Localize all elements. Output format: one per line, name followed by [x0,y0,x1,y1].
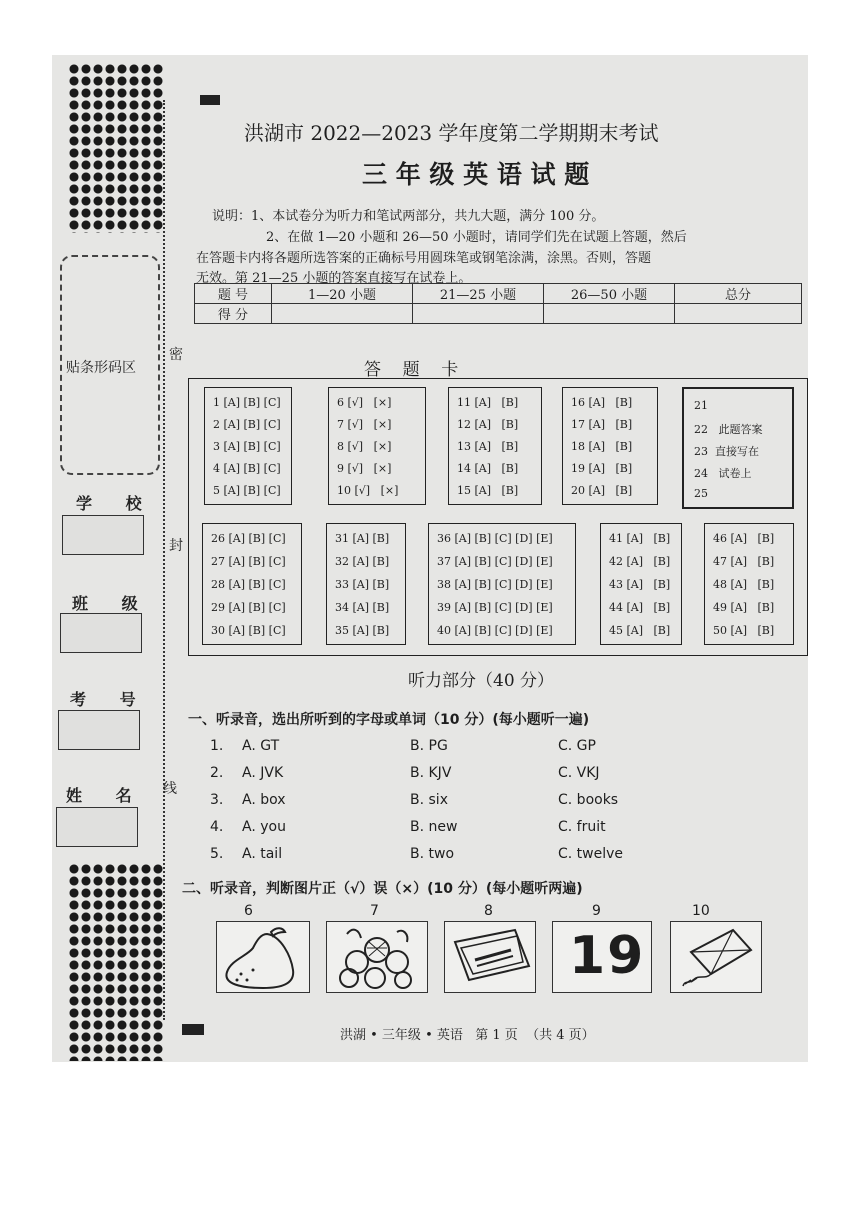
question-4 [210,819,606,835]
answer-item[interactable]: 18 [A] [B] [571,440,633,453]
score-header-cell: 题 号 [195,284,272,304]
exam-number-field[interactable] [58,710,140,750]
question-number: 4. [210,819,224,835]
registration-mark-top [200,95,220,105]
answer-item[interactable]: 45 [A] [B] [609,624,671,637]
instruction-line-2: 2、在做 1—20 小题和 26—50 小题时，请同学们先在试题上答题，然后 [266,230,687,245]
picture-number: 7 [370,903,379,919]
answer-item[interactable]: 31 [A] [B] [335,532,390,545]
answer-item[interactable]: 19 [A] [B] [571,462,633,475]
answer-item[interactable]: 7 [√] [×] [337,418,392,431]
pencil-box-icon [444,921,536,993]
answer-item: 21 [694,399,708,412]
answer-item[interactable]: 6 [√] [×] [337,396,392,409]
instruction-line-1: 说明：1、本试卷分为听力和笔试两部分，共九大题，满分 100 分。 [212,209,605,224]
option-b[interactable]: B. KJV [410,765,452,781]
question-number: 5. [210,846,224,862]
kite-icon [670,921,762,993]
answer-group-26-30 [202,523,302,645]
answer-item[interactable]: 9 [√] [×] [337,462,392,475]
score-header-cell: 1—20 小题 [272,284,413,304]
instruction-line-4: 无效。第 21—25 小题的答案直接写在试卷上。 [196,271,472,286]
answer-item[interactable]: 8 [√] [×] [337,440,392,453]
page-footer: 洪湖 • 三年级 • 英语 第 1 页 （共 4 页） [340,1028,595,1043]
answer-item[interactable]: 20 [A] [B] [571,484,633,497]
answer-item: 22 此题答案 [694,423,763,436]
dot-pattern-top [68,63,164,233]
score-header-cell: 总分 [675,284,802,304]
picture-number: 8 [484,903,493,919]
seal-char-xian: 线 [163,781,177,797]
class-field[interactable] [60,613,142,653]
answer-item[interactable]: 38 [A] [B] [C] [D] [E] [437,578,553,591]
score-cell[interactable] [272,304,413,324]
question-5 [210,846,624,862]
option-b[interactable]: B. new [410,819,458,835]
option-a[interactable]: A. you [242,819,286,835]
question-number: 3. [210,792,224,808]
answer-item[interactable]: 32 [A] [B] [335,555,390,568]
score-cell[interactable] [675,304,802,324]
exam-subtitle: 三 年 级 英 语 试 题 [362,160,590,189]
answer-item[interactable]: 30 [A] [B] [C] [211,624,286,637]
answer-item[interactable]: 43 [A] [B] [609,578,671,591]
score-header-cell: 26—50 小题 [544,284,675,304]
option-a[interactable]: A. GT [242,738,280,754]
answer-item[interactable]: 5 [A] [B] [C] [213,484,281,497]
option-a[interactable]: A. JVK [242,765,284,781]
seal-line [163,100,165,1020]
option-b[interactable]: B. six [410,792,448,808]
number-nineteen-icon [552,921,652,993]
answer-item[interactable]: 35 [A] [B] [335,624,390,637]
answer-item[interactable]: 16 [A] [B] [571,396,633,409]
answer-item[interactable]: 47 [A] [B] [713,555,775,568]
answer-group-31-35 [326,523,406,645]
answer-item[interactable]: 3 [A] [B] [C] [213,440,281,453]
class-label: 班 级 [72,594,152,613]
score-table [194,283,802,324]
option-a[interactable]: A. box [242,792,286,808]
answer-item: 25 [694,487,708,500]
answer-card-title: 答 题 卡 [364,360,459,380]
answer-item[interactable]: 26 [A] [B] [C] [211,532,286,545]
score-cell[interactable] [544,304,675,324]
answer-item[interactable]: 17 [A] [B] [571,418,633,431]
score-cell[interactable] [413,304,544,324]
answer-item[interactable]: 4 [A] [B] [C] [213,462,281,475]
answer-group-46-50 [704,523,794,645]
question-1 [210,738,596,754]
fruit-basket-icon [326,921,428,993]
answer-item[interactable]: 48 [A] [B] [713,578,775,591]
answer-item: 24 试卷上 [694,467,752,480]
option-c[interactable]: C. GP [558,738,596,754]
answer-item[interactable]: 15 [A] [B] [457,484,519,497]
answer-item[interactable]: 40 [A] [B] [C] [D] [E] [437,624,553,637]
answer-item[interactable]: 42 [A] [B] [609,555,671,568]
answer-item[interactable]: 27 [A] [B] [C] [211,555,286,568]
score-row-label: 得 分 [195,304,272,324]
answer-item[interactable]: 28 [A] [B] [C] [211,578,286,591]
option-c[interactable]: C. VKJ [558,765,600,781]
section-1-title: 一、听录音，选出所听到的字母或单词（10 分）(每小题听一遍) [188,712,590,728]
name-field[interactable] [56,807,138,847]
answer-item[interactable]: 36 [A] [B] [C] [D] [E] [437,532,553,545]
answer-group-1-5 [204,387,292,505]
option-a[interactable]: A. tail [242,846,283,862]
answer-item[interactable]: 44 [A] [B] [609,601,671,614]
section-2-title: 二、听录音，判断图片正（√）误（×）(10 分）(每小题听两遍) [182,881,583,897]
answer-group-11-15 [448,387,542,505]
question-2 [210,765,600,781]
score-table-score-row [195,304,802,324]
answer-item[interactable]: 12 [A] [B] [457,418,519,431]
answer-item[interactable]: 29 [A] [B] [C] [211,601,286,614]
seal-char-mi: 密 [169,347,183,363]
answer-item[interactable]: 1 [A] [B] [C] [213,396,281,409]
school-label: 学 校 [76,494,156,513]
option-b[interactable]: B. PG [410,738,448,754]
answer-item[interactable]: 50 [A] [B] [713,624,775,637]
seal-char-feng: 封 [169,538,183,554]
option-c[interactable]: C. fruit [558,819,606,835]
answer-group-6-10 [328,387,426,505]
exam-paper [52,55,808,1062]
picture-number: 9 [592,903,601,919]
barcode-area [60,255,160,475]
name-label: 姓 名 [66,786,146,805]
answer-item[interactable]: 13 [A] [B] [457,440,519,453]
answer-item: 23 直接写在 [694,445,759,458]
answer-group-36-40 [428,523,576,645]
option-c[interactable]: C. books [558,792,619,808]
question-number: 2. [210,765,224,781]
pear-icon [216,921,310,993]
exam-title: 洪湖市 2022—2023 学年度第二学期期末考试 [244,121,659,145]
answer-item[interactable]: 41 [A] [B] [609,532,671,545]
answer-item[interactable]: 33 [A] [B] [335,578,390,591]
picture-number: 6 [244,903,253,919]
answer-item[interactable]: 2 [A] [B] [C] [213,418,281,431]
answer-item[interactable]: 46 [A] [B] [713,532,775,545]
answer-group-16-20 [562,387,658,505]
option-b[interactable]: B. two [410,846,455,862]
answer-item[interactable]: 39 [A] [B] [C] [D] [E] [437,601,553,614]
answer-item[interactable]: 14 [A] [B] [457,462,519,475]
question-3 [210,792,619,808]
answer-item[interactable]: 49 [A] [B] [713,601,775,614]
score-header-cell: 21—25 小题 [413,284,544,304]
question-number: 1. [210,738,224,754]
picture-9-text: 19 [569,926,646,986]
answer-group-41-45 [600,523,682,645]
answer-item[interactable]: 34 [A] [B] [335,601,390,614]
answer-group-21-25 [682,387,794,509]
option-c[interactable]: C. twelve [558,846,624,862]
barcode-label: 贴条形码区 [66,360,136,376]
listening-heading: 听力部分（40 分） [408,671,555,691]
answer-item[interactable]: 11 [A] [B] [457,396,519,409]
score-table-header-row [195,284,802,304]
school-field[interactable] [62,515,144,555]
answer-item[interactable]: 37 [A] [B] [C] [D] [E] [437,555,553,568]
registration-mark-bottom [182,1024,204,1035]
dot-pattern-bottom [68,863,164,1061]
answer-item[interactable]: 10 [√] [×] [337,484,399,497]
instruction-line-3: 在答题卡内将各题所选答案的正确标号用圆珠笔或钢笔涂满，涂黑。否则，答题 [196,251,652,266]
picture-number: 10 [692,903,710,919]
exam-number-label: 考 号 [70,690,150,709]
